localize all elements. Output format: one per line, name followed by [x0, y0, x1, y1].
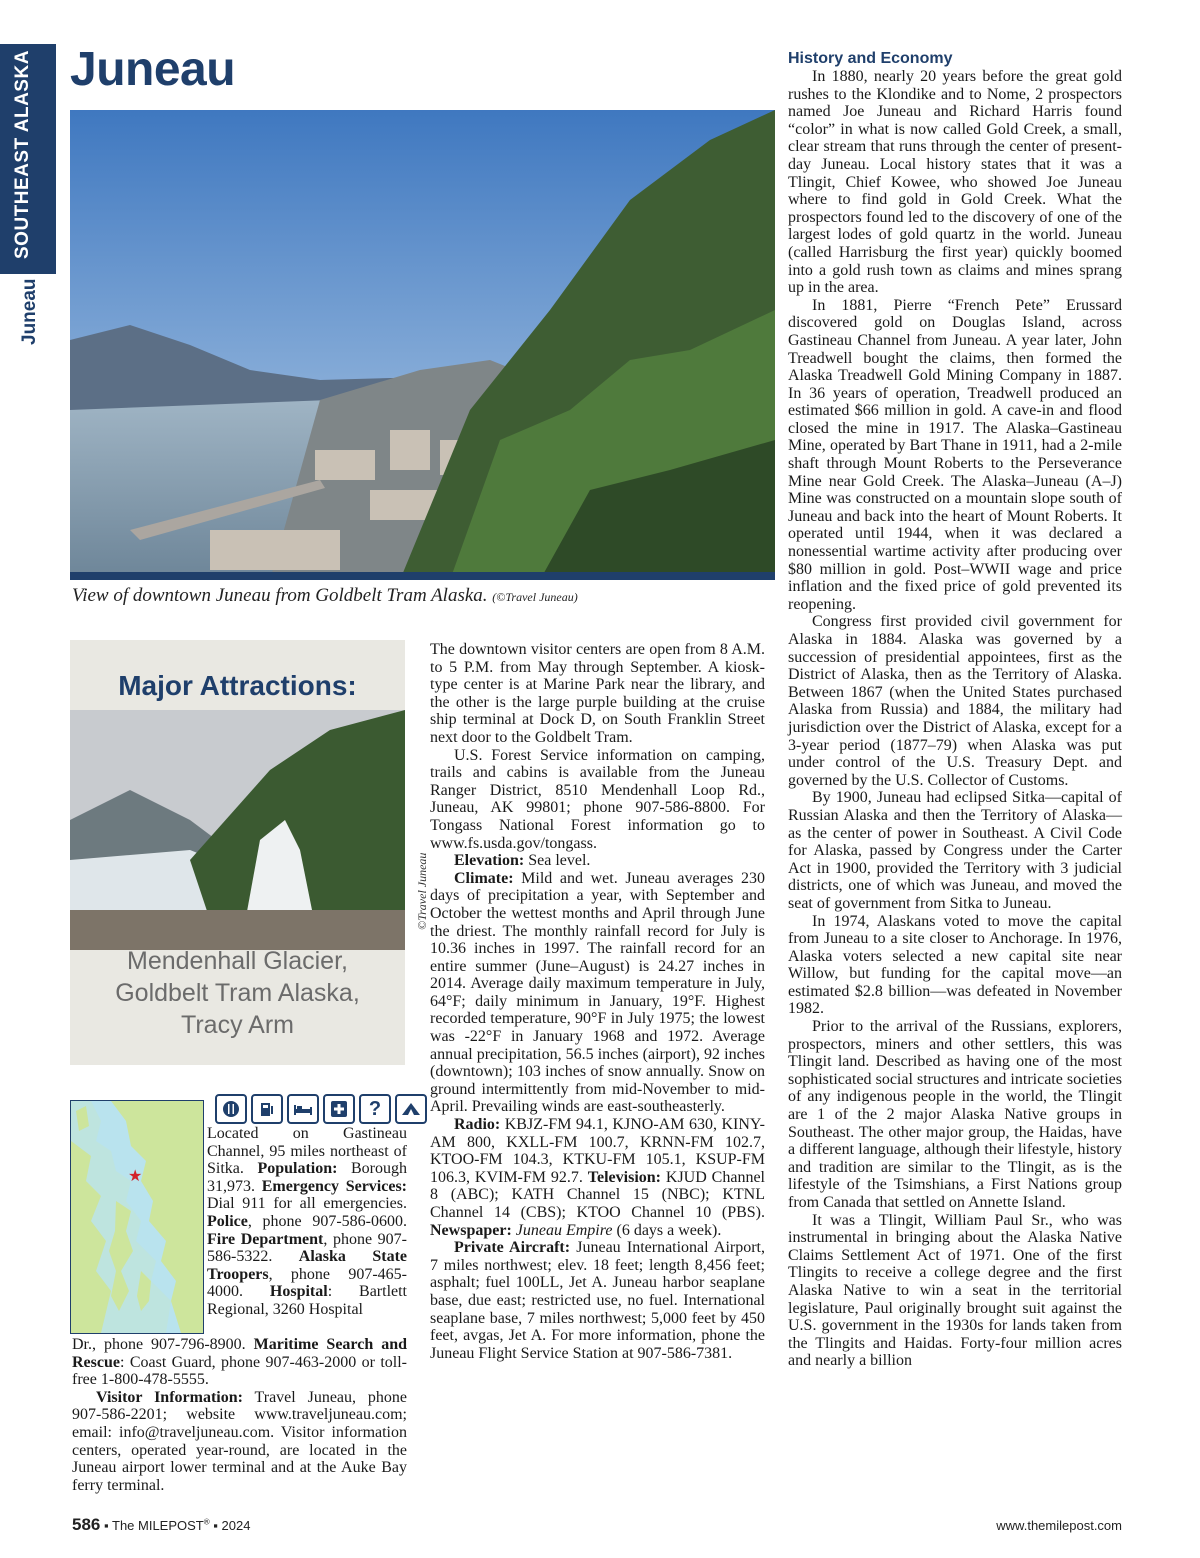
history-paragraph: In 1974, Alaskans voted to move the capital from Juneau to a site closer to Anchorage. In 1976, Alaska voters selected a new capital site near Willow, but funding for the capital move—an estimated $2.8 billion—was defeated in November 1982. — [788, 912, 1122, 1018]
section-tab — [0, 44, 56, 274]
history-paragraph: In 1880, nearly 20 years before the great gold rushes to the Klondike and to Nome, 2 prospectors named Joe Juneau and Richard Harris found “color” in what is now called Gold Creek, a small, clear stream that runs through the center of present-day Juneau. Local history states that it was a Tlingit, Chief Kowee, who showed Joe Juneau where to find gold in Gold Creek. What the prospectors found led to the discovery of one of the largest lodes of gold quartz in the world. Juneau (called Harrisburg the first year) quickly boomed into a gold rush town as claims and mines sprang up in the area. — [788, 68, 1122, 297]
lodging-icon — [287, 1094, 319, 1124]
hero-accent-bar — [70, 572, 775, 580]
history-paragraph: In 1881, Pierre “French Pete” Erussard discovered gold on Douglas Island, across Gastineau Channel from Juneau. A year later, John Treadwell bought the claims, then formed the Alaska Treadwell Gold Mining Company in 1887. In 36 years of operation, Treadwell produced an estimated $66 million in gold. A cave-in and flood closed the mine in 1917. The Alaska–Gastineau Mine, operated by Bart Thane in 1911, had a 2-mile shaft through Mount Roberts to the Perseverance Mine near Gold Creek. The Alaska–Juneau (A–J) Mine was constructed on a mountain slope south of Juneau and back into the heart of Mount Roberts. It operated until 1944, when it was declared a nonessential wartime activity after producing over $80 million in gold. Post–WWII wage and price inflation and the fixed price of gold prevented its reopening. — [788, 296, 1122, 613]
page-number: 586 — [72, 1515, 101, 1534]
visitor-centers-text: The downtown visitor centers are open from 8 A.M. to 5 P.M. from May through September. A kiosk-type center is at Marine Park near the library, and the other is the large purple building at the cruise ship terminal at Dock D, on South Franklin Street next door to the Goldbelt Tram. — [430, 641, 765, 746]
forest-service-text: U.S. Forest Service information on camping, trails and cabins is available from the Juneau Ranger District, 8510 Mendenhall Loop Rd., Juneau, AK 99801; phone 907-586-8800. For Tongass National Forest information go to www.fs.usda.gov/tongass. — [430, 746, 765, 852]
history-paragraph: It was a Tlingit, William Paul Sr., who was instrumental in bringing about the Alaska Native Claims Settlement Act of 1971. One of the first Tlingits to receive a college degree and the first Alaska Native to win a seat in the territorial legislature, Paul originally brought suit against the U.S. government in the 1930s for lands taken from the Tlingits and Haidas. Forty-four million acres and nearly a billion — [788, 1211, 1122, 1370]
column-a-bottom — [72, 1336, 407, 1494]
column-c — [788, 68, 1122, 1370]
media-text: Radio: KBJZ-FM 94.1, KJNO-AM 630, KINY-AM 800, KXLL-FM 100.7, KRNN-FM 102.7, KTOO-FM 104.3, KTKU-FM 105.1, KSUP-FM 106.3, KVIM-FM 92.7. Television: KJUD Channel 8 (ABC); KATH Channel 15 (NBC); KTNL Channel 14 (CBS); KTOO Channel 10 (PBS). Newspaper: Juneau Empire (6 days a week). — [430, 1116, 765, 1239]
attractions-list — [70, 945, 405, 1041]
camping-icon — [395, 1094, 427, 1124]
section-tab-label: SOUTHEAST ALASKA — [12, 50, 33, 259]
publication-year: 2024 — [221, 1518, 251, 1533]
footer-separator: ▪ — [213, 1518, 218, 1533]
hero-photo — [70, 110, 775, 580]
medical-icon — [323, 1094, 355, 1124]
publication-name: The MILEPOST — [112, 1518, 204, 1533]
footer-separator: ▪ — [104, 1518, 109, 1533]
elevation-text: Elevation: Sea level. — [454, 852, 591, 870]
caption-credit: (©Travel Juneau) — [492, 590, 578, 604]
visitor-info: Visitor Information: Travel Juneau, phone 907-586-2201; website www.traveljuneau.com; email: info@traveljuneau.com. Visitor information centers, operated year-round, are located in the Juneau airport lower terminal and at the Auke Bay ferry terminal. — [72, 1388, 407, 1494]
map-icon — [71, 1101, 203, 1333]
services-icons — [215, 1094, 427, 1124]
locator-map — [70, 1100, 204, 1334]
restaurant-icon — [215, 1094, 247, 1124]
aircraft-text: Private Aircraft: Juneau International Airport, 7 miles northwest; elev. 18 feet; length 8,456 feet; asphalt; fuel 100LL, Jet A. Juneau harbor seaplane base, due east; restricted use, no fuel. International seaplane base, 7 miles northwest; 5,000 feet by 450 feet, avgas, Jet A. For more information, phone the Juneau Flight Service Station at 907-586-7381. — [430, 1239, 766, 1362]
footer-left — [72, 1515, 250, 1535]
footer-url[interactable]: www.themilepost.com — [996, 1518, 1122, 1533]
caption-text: View of downtown Juneau from Goldbelt Tram Alaska. — [72, 585, 488, 606]
column-b — [430, 641, 765, 1362]
attraction-item: Goldbelt Tram Alaska, — [115, 979, 360, 1007]
history-paragraph: Prior to the arrival of the Russians, explorers, prospectors, miners and other settlers, this was Tlingit land. Described as having one of the most sophisticated social structures and intricate societies of any indigenous people in the world, the Tlingit are 1 of the 2 major Alaska Native groups in Southeast. The other major group, the Haidas, have a different language, although their lifestyle, history and tradition are similar to the Tlingit, as is the lifestyle of the Tsimshians, a First Nations group from Canada that settled on Annette Island. — [788, 1018, 1122, 1211]
emergency-info-cont: Dr., phone 907-796-8900. Maritime Search and Rescue: Coast Guard, phone 907-463-2000 or toll-free 1-800-478-5555. — [72, 1336, 407, 1389]
climate-text: Climate: Mild and wet. Juneau averages 230 days of precipitation a year, with September and October the wettest months and April through June the driest. The monthly rainfall record for July is 10.36 inches in 1997. The rainfall record for an entire summer (June–August) is 24.27 inches in 2014. Average daily maximum temperature in July, 64°F; daily minimum in January, 19°F. Highest recorded temperature, 90°F in July 1975; the lowest was -22°F in January 1968 and 1972. Average annual precipitation, 56.5 inches (airport), 92 inches (downtown); 103 inches of snow annually. Snow on ground intermittently from mid-November to mid-April. Prevailing winds are east-southeasterly. — [430, 869, 765, 1116]
emergency-info: Located on Gastineau Channel, 95 miles northeast of Sitka. Population: Borough 31,973. Emergency Services: Dial 911 for all emergencies. Police, phone 907-586-0600. Fire Department, phone 907-586-5322. Alaska State Troopers, phone 907-465-4000. Hospital: Bartlett Regional, 3260 Hospital — [207, 1125, 408, 1318]
attraction-item: Mendenhall Glacier, — [127, 947, 348, 975]
attraction-item: Tracy Arm — [181, 1011, 294, 1039]
info-icon: ? — [359, 1094, 391, 1124]
location-star-icon: ★ — [128, 1166, 143, 1185]
gas-icon — [251, 1094, 283, 1124]
section-sub-label: Juneau — [19, 278, 40, 345]
history-paragraph: Congress first provided civil government for Alaska in 1884. Alaska was governed by a succession of presidential appointees, first as the District of Alaska, then as the Territory of Alaska. Between 1867 (when the United States purchased Alaska from Russia) and 1884, the military had jurisdiction over the District of Alaska, except for a 3-year period (1877–79) when Alaska was put under control of the U.S. Treasury Dept. and governed by the U.S. Collector of Customs. — [788, 613, 1122, 789]
hero-caption — [72, 585, 578, 607]
photo-glacier-icon — [70, 710, 405, 950]
column-a-top — [207, 1125, 407, 1319]
attractions-title: Major Attractions: — [118, 670, 357, 701]
attractions-photo — [70, 710, 405, 950]
history-paragraph: By 1900, Juneau had eclipsed Sitka—capital of Russian Alaska and then the Territory of Alaska—as the center of power in Southeast. A Civil Code for Alaska, passed by Congress under the Carter Act in 1900, provided the Territory with 3 judicial districts, one of which was Juneau, and moved the seat of government from Sitka to Juneau. — [788, 789, 1122, 912]
page-title: Juneau — [70, 43, 236, 96]
registered-mark: ® — [203, 1517, 210, 1527]
attractions-box — [70, 640, 405, 1065]
attractions-photo-credit: ©Travel Juneau — [415, 852, 429, 930]
history-heading: History and Economy — [788, 50, 953, 67]
photo-downtown-juneau-icon — [70, 110, 775, 580]
